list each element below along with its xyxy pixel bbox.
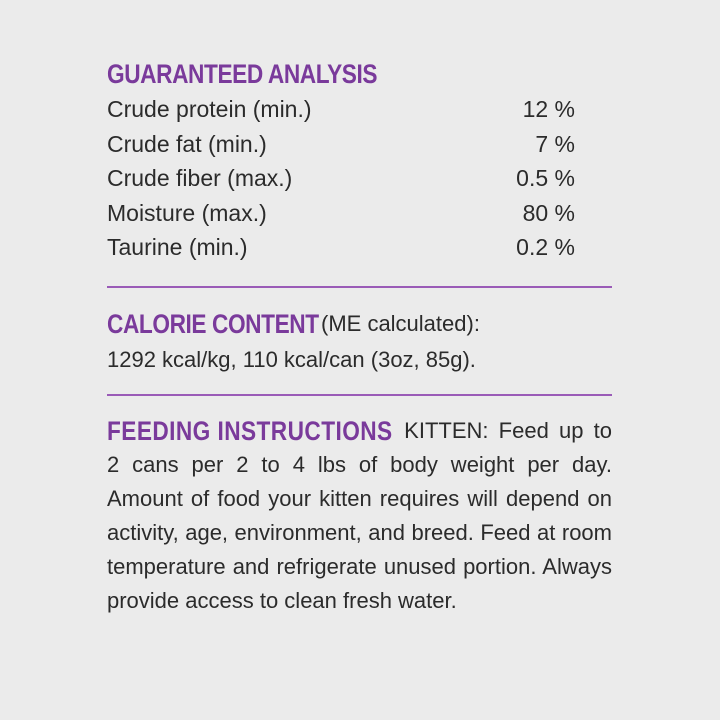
analysis-label: Crude fiber (max.) <box>107 165 293 191</box>
guaranteed-analysis-heading: GUARANTEED ANALYSIS <box>107 59 378 89</box>
calorie-content-header <box>107 306 612 342</box>
feeding-instructions-heading: FEEDING INSTRUCTIONS <box>107 415 393 446</box>
calorie-content-suffix: (ME calculated): <box>321 310 480 336</box>
analysis-row <box>107 92 575 127</box>
analysis-row <box>107 161 575 196</box>
calorie-content-value: 1292 kcal/kg, 110 kcal/can (3oz, 85g). <box>107 346 476 372</box>
nutrition-panel <box>107 56 612 618</box>
analysis-label: Crude protein (min.) <box>107 96 312 122</box>
analysis-row <box>107 127 575 162</box>
guaranteed-analysis-table <box>107 92 612 265</box>
section-divider <box>107 394 612 396</box>
feeding-instructions-body: KITTEN: Feed up to 2 cans per 2 to 4 lbs of body weight per day. Amount of food your kitten requires will depend on activity, age, environment, and breed. Feed at room temperature and refrigerate unused portion. Always provide access to clean fresh water. <box>107 417 612 613</box>
calorie-content-section <box>107 306 612 378</box>
analysis-value: 7 % <box>535 130 575 157</box>
guaranteed-analysis-section-header <box>107 56 612 92</box>
analysis-label: Moisture (max.) <box>107 199 267 226</box>
analysis-value: 12 % <box>522 96 575 122</box>
calorie-content-heading: CALORIE CONTENT <box>107 308 319 339</box>
analysis-value: 0.2 % <box>516 234 575 260</box>
analysis-row <box>107 230 575 265</box>
analysis-row <box>107 196 575 231</box>
analysis-value: 80 % <box>522 199 575 226</box>
analysis-label: Crude fat (min.) <box>107 130 267 157</box>
feeding-instructions-heading-wrap <box>107 414 394 448</box>
analysis-value: 0.5 % <box>516 165 575 191</box>
feeding-instructions-section <box>107 414 612 618</box>
section-divider <box>107 286 612 288</box>
analysis-label: Taurine (min.) <box>107 234 248 260</box>
